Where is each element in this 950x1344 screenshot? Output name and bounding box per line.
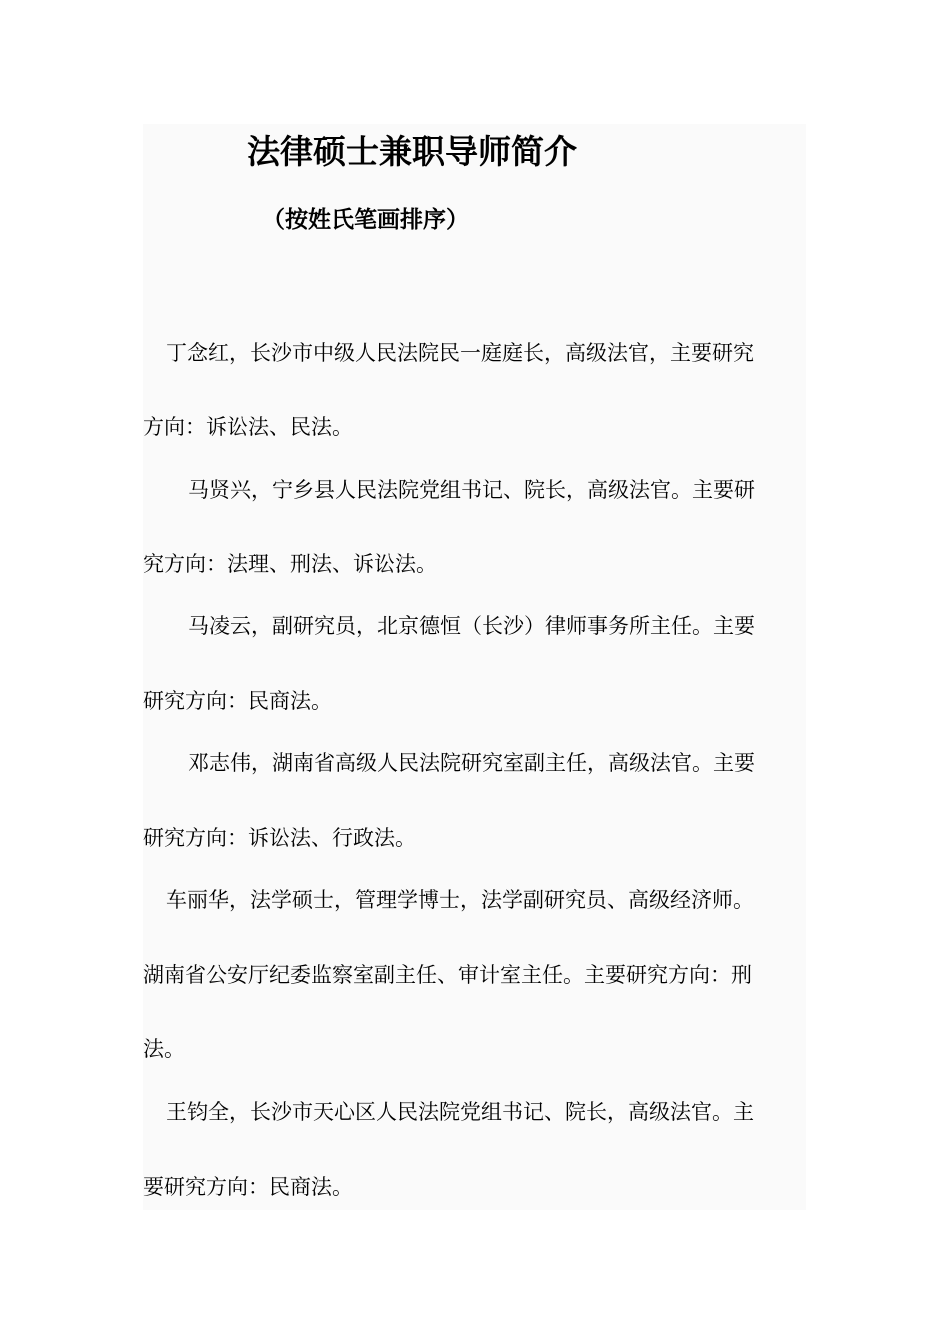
document-page-area <box>143 124 806 1210</box>
document-title: 法律硕士兼职导师简介 <box>247 132 577 171</box>
entry-line: 研究方向：诉讼法、行政法。 <box>143 826 416 850</box>
entry-line: 要研究方向：民商法。 <box>143 1175 353 1199</box>
entry-line: 马贤兴，宁乡县人民法院党组书记、院长，高级法官。主要研 <box>188 478 755 502</box>
entry-line: 究方向：法理、刑法、诉讼法。 <box>143 552 437 576</box>
entry-line: 车丽华，法学硕士，管理学博士，法学副研究员、高级经济师。 <box>166 888 754 912</box>
entry-line: 湖南省公安厅纪委监察室副主任、审计室主任。主要研究方向：刑 <box>143 963 752 987</box>
entry-line: 法。 <box>143 1037 185 1061</box>
document-subtitle: （按姓氏笔画排序） <box>262 206 469 233</box>
entry-line: 王钧全，长沙市天心区人民法院党组书记、院长，高级法官。主 <box>166 1100 754 1124</box>
entry-line: 丁念红，长沙市中级人民法院民一庭庭长，高级法官，主要研究 <box>166 341 754 365</box>
entry-line: 马凌云，副研究员，北京德恒（长沙）律师事务所主任。主要 <box>188 614 755 638</box>
entry-line: 研究方向：民商法。 <box>143 689 332 713</box>
entry-line: 邓志伟，湖南省高级人民法院研究室副主任，高级法官。主要 <box>188 751 755 775</box>
entry-line: 方向：诉讼法、民法。 <box>143 415 353 439</box>
